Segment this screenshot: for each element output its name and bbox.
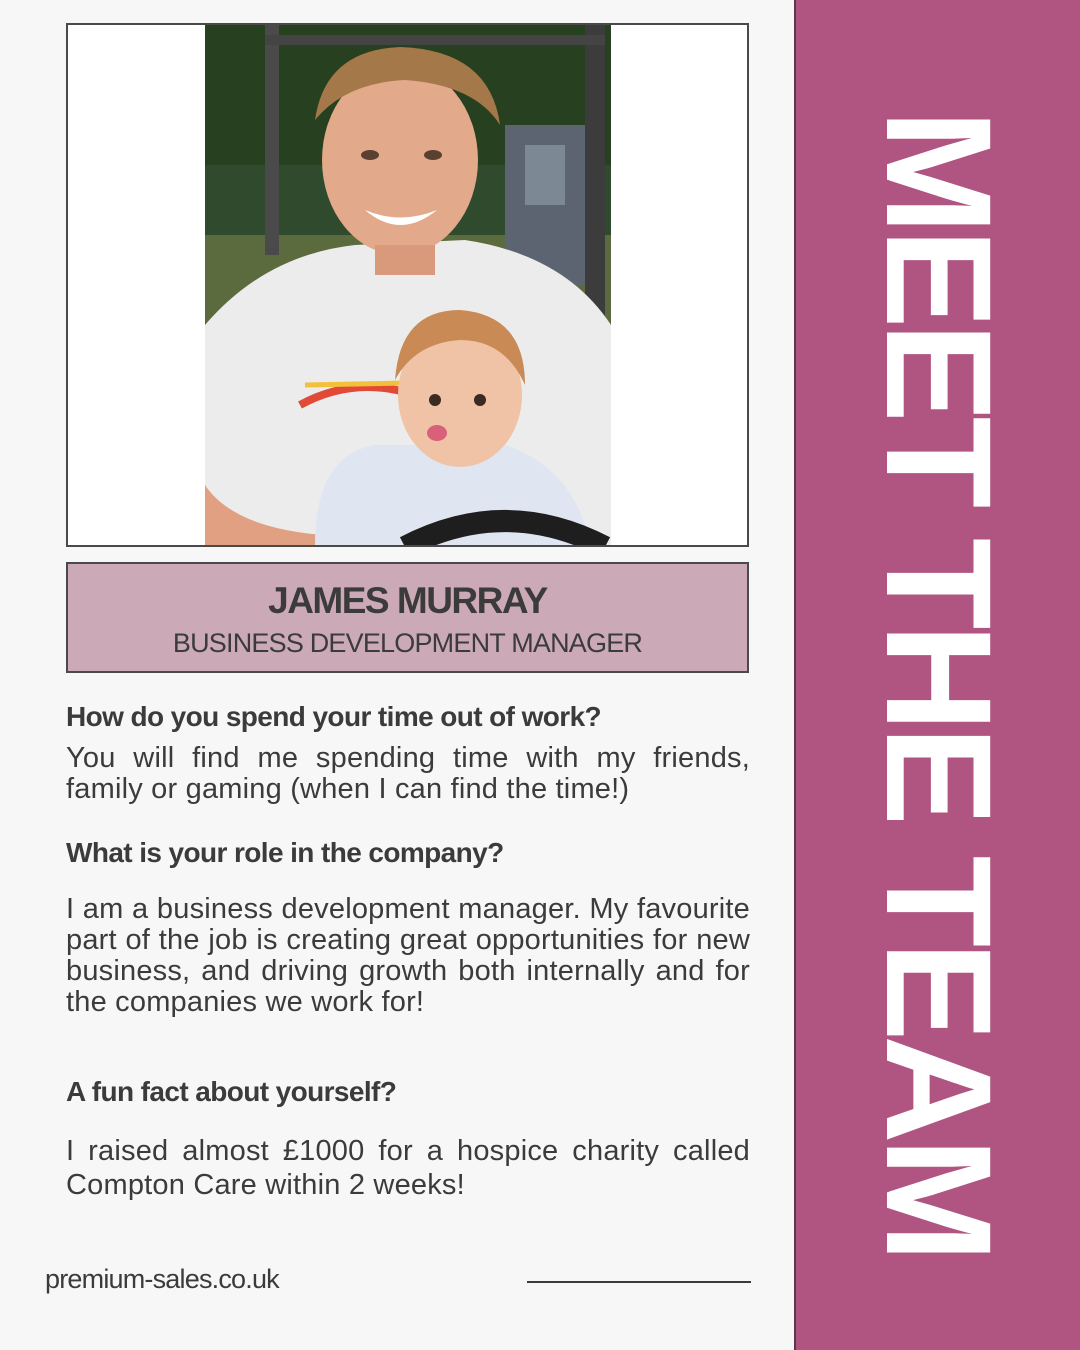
question-heading: How do you spend your time out of work?: [66, 701, 602, 732]
qa-block-hobbies: [66, 701, 750, 805]
meet-the-team-banner: [794, 0, 1080, 1350]
person-name: JAMES MURRAY: [268, 580, 547, 621]
person-role: BUSINESS DEVELOPMENT MANAGER: [172, 628, 643, 658]
question-heading: A fun fact about yourself?: [66, 1076, 397, 1107]
answer-text: I am a business development manager. My favourite part of the job is creating great opportunities for new business, and driving growth both internally and for the companies we work for!: [66, 893, 750, 1018]
banner-title: MEET THE TEAM: [855, 109, 1023, 1257]
footer-divider: [527, 1281, 751, 1283]
answer-text: I raised almost £1000 for a hospice charity called Compton Care within 2 weeks!: [66, 1135, 750, 1201]
profile-photo: [205, 25, 611, 547]
website-url[interactable]: premium-sales.co.uk: [45, 1264, 279, 1294]
answer-text: You will find me spending time with my friends, family or gaming (when I can find the time!): [66, 742, 750, 805]
profile-photo-frame: [66, 23, 749, 547]
qa-block-fun-fact: [66, 1076, 750, 1202]
name-card: [66, 562, 749, 673]
question-heading: What is your role in the company?: [66, 837, 504, 868]
profile-photo-image: [205, 25, 611, 547]
qa-block-role: [66, 837, 750, 1018]
